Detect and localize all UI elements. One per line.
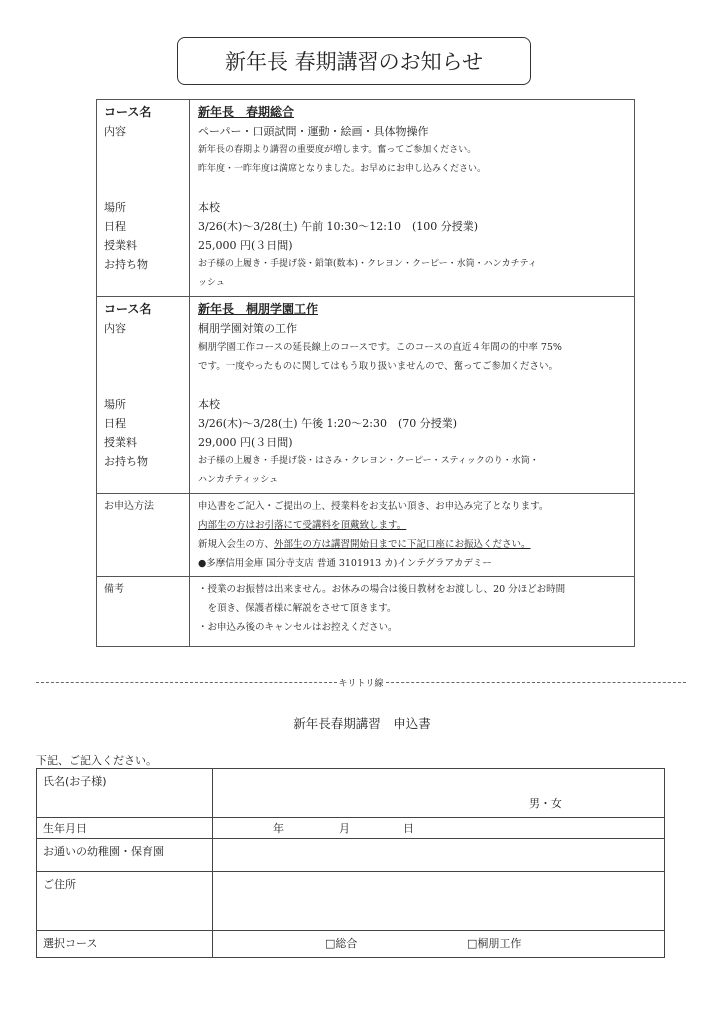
- items-value: お子様の上履き・手提げ袋・鉛筆(数本)・クレヨン・クーピー・水筒・ハンカチティ: [198, 259, 537, 269]
- school-label: お通いの幼稚園・保育園: [37, 839, 213, 871]
- form-row-birth: [37, 817, 664, 838]
- bank-account: ●多摩信用金庫 国分寺支店 普通 3101913 カ)インテグラアカデミー: [198, 558, 492, 569]
- dashed-line: [386, 682, 687, 683]
- content-main: 桐朋学園対策の工作: [198, 322, 297, 335]
- fee-label: 授業料: [104, 239, 137, 252]
- dashed-line: [36, 682, 337, 683]
- option-general-checkbox[interactable]: □総合: [325, 937, 358, 950]
- place-value: 本校: [198, 398, 220, 411]
- course-info-table: [96, 99, 635, 647]
- content-note: 昨年度・一昨年度は満席となりました。お早めにお申し込みください。: [198, 164, 487, 174]
- schedule-value: 3/26(木)～3/28(土) 午後 1:20～2:30 (70 分授業): [198, 417, 458, 430]
- cut-line-label: キリトリ線: [338, 679, 384, 689]
- place-label: 場所: [104, 201, 126, 214]
- remarks-section: [97, 576, 634, 646]
- fee-value: 29,000 円(３日間): [198, 436, 293, 449]
- place-label: 場所: [104, 398, 126, 411]
- option-toho-checkbox[interactable]: □桐朋工作: [467, 937, 522, 950]
- apply-line: 申込書をご記入・ご提出の上、授業料をお支払い頂き、お申込み完了となります。: [198, 501, 549, 512]
- course-select-label: 選択コース: [37, 931, 213, 957]
- course-name-label: コース名: [104, 105, 152, 119]
- content-note: 新年長の春期より講習の重要度が増します。奮ってご参加ください。: [198, 145, 477, 155]
- content-note: です。一度やったものに関してはもう取り扱いませんので、奮ってご参加ください。: [198, 361, 559, 372]
- name-field[interactable]: [213, 769, 664, 817]
- form-row-name: [37, 769, 664, 817]
- place-value: 本校: [198, 201, 220, 214]
- schedule-label: 日程: [104, 417, 126, 430]
- items-label: お持ち物: [104, 455, 148, 468]
- form-note: 下記、ご記入ください。: [36, 754, 157, 767]
- fee-value: 25,000 円(３日間): [198, 239, 293, 252]
- items-value: お子様の上履き・手提げ袋・はさみ・クレヨン・クーピー・スティックのり・水筒・: [198, 456, 539, 466]
- course-name: 新年長 春期総合: [198, 105, 295, 119]
- page-title: 新年長 春期講習のお知らせ: [177, 37, 531, 85]
- form-row-school: [37, 838, 664, 871]
- day-label: 日: [403, 822, 414, 835]
- content-label: 内容: [104, 125, 126, 138]
- form-row-course: [37, 930, 664, 957]
- application-form: [36, 768, 665, 958]
- apply-line: 新規入会生の方、: [198, 539, 275, 550]
- content-main: ペーパー・口頭試問・運動・絵画・具体物操作: [198, 125, 429, 138]
- items-label: お持ち物: [104, 258, 148, 271]
- apply-line: 内部生の方はお引落にて受講料を頂戴致します。: [198, 520, 407, 531]
- fee-label: 授業料: [104, 436, 137, 449]
- items-value: ッシュ: [198, 278, 225, 288]
- name-label: 氏名(お子様): [37, 769, 213, 817]
- cut-line: [36, 676, 686, 689]
- apply-label: お申込方法: [104, 501, 154, 512]
- items-value: ハンカチティッシュ: [198, 475, 279, 485]
- schedule-label: 日程: [104, 220, 126, 233]
- apply-line: 外部生の方は講習開始日までに下記口座にお振込ください。: [274, 539, 531, 550]
- remark-line: ・お申込み後のキャンセルはお控えください。: [198, 622, 398, 633]
- content-note: 桐朋学園工作コースの延長線上のコースです。このコースの直近４年間の的中率 75%: [198, 342, 562, 353]
- form-row-address: [37, 871, 664, 930]
- birth-label: 生年月日: [37, 818, 213, 838]
- address-field[interactable]: [213, 872, 664, 930]
- remark-line: ・授業のお振替は出来ません。お休みの場合は後日教材をお渡しし、20 分ほどお時間: [198, 584, 566, 595]
- birth-field[interactable]: [213, 818, 664, 838]
- year-label: 年: [273, 822, 284, 835]
- month-label: 月: [339, 822, 350, 835]
- content-label: 内容: [104, 322, 126, 335]
- apply-section: [97, 493, 634, 576]
- gender-options[interactable]: 男・女: [529, 797, 562, 810]
- form-title: 新年長春期講習 申込書: [293, 716, 431, 731]
- school-field[interactable]: [213, 839, 664, 871]
- remark-line: を頂き、保護者様に解説をさせて頂きます。: [198, 603, 397, 614]
- schedule-value: 3/26(木)～3/28(土) 午前 10:30～12:10 (100 分授業): [198, 220, 479, 233]
- course-name: 新年長 桐朋学園工作: [198, 302, 319, 316]
- course-section-general: [97, 100, 634, 296]
- course-name-label: コース名: [104, 302, 152, 316]
- address-label: ご住所: [37, 872, 213, 930]
- course-select-field: [213, 931, 664, 957]
- course-section-toho: [97, 296, 634, 493]
- remarks-label: 備考: [104, 584, 124, 595]
